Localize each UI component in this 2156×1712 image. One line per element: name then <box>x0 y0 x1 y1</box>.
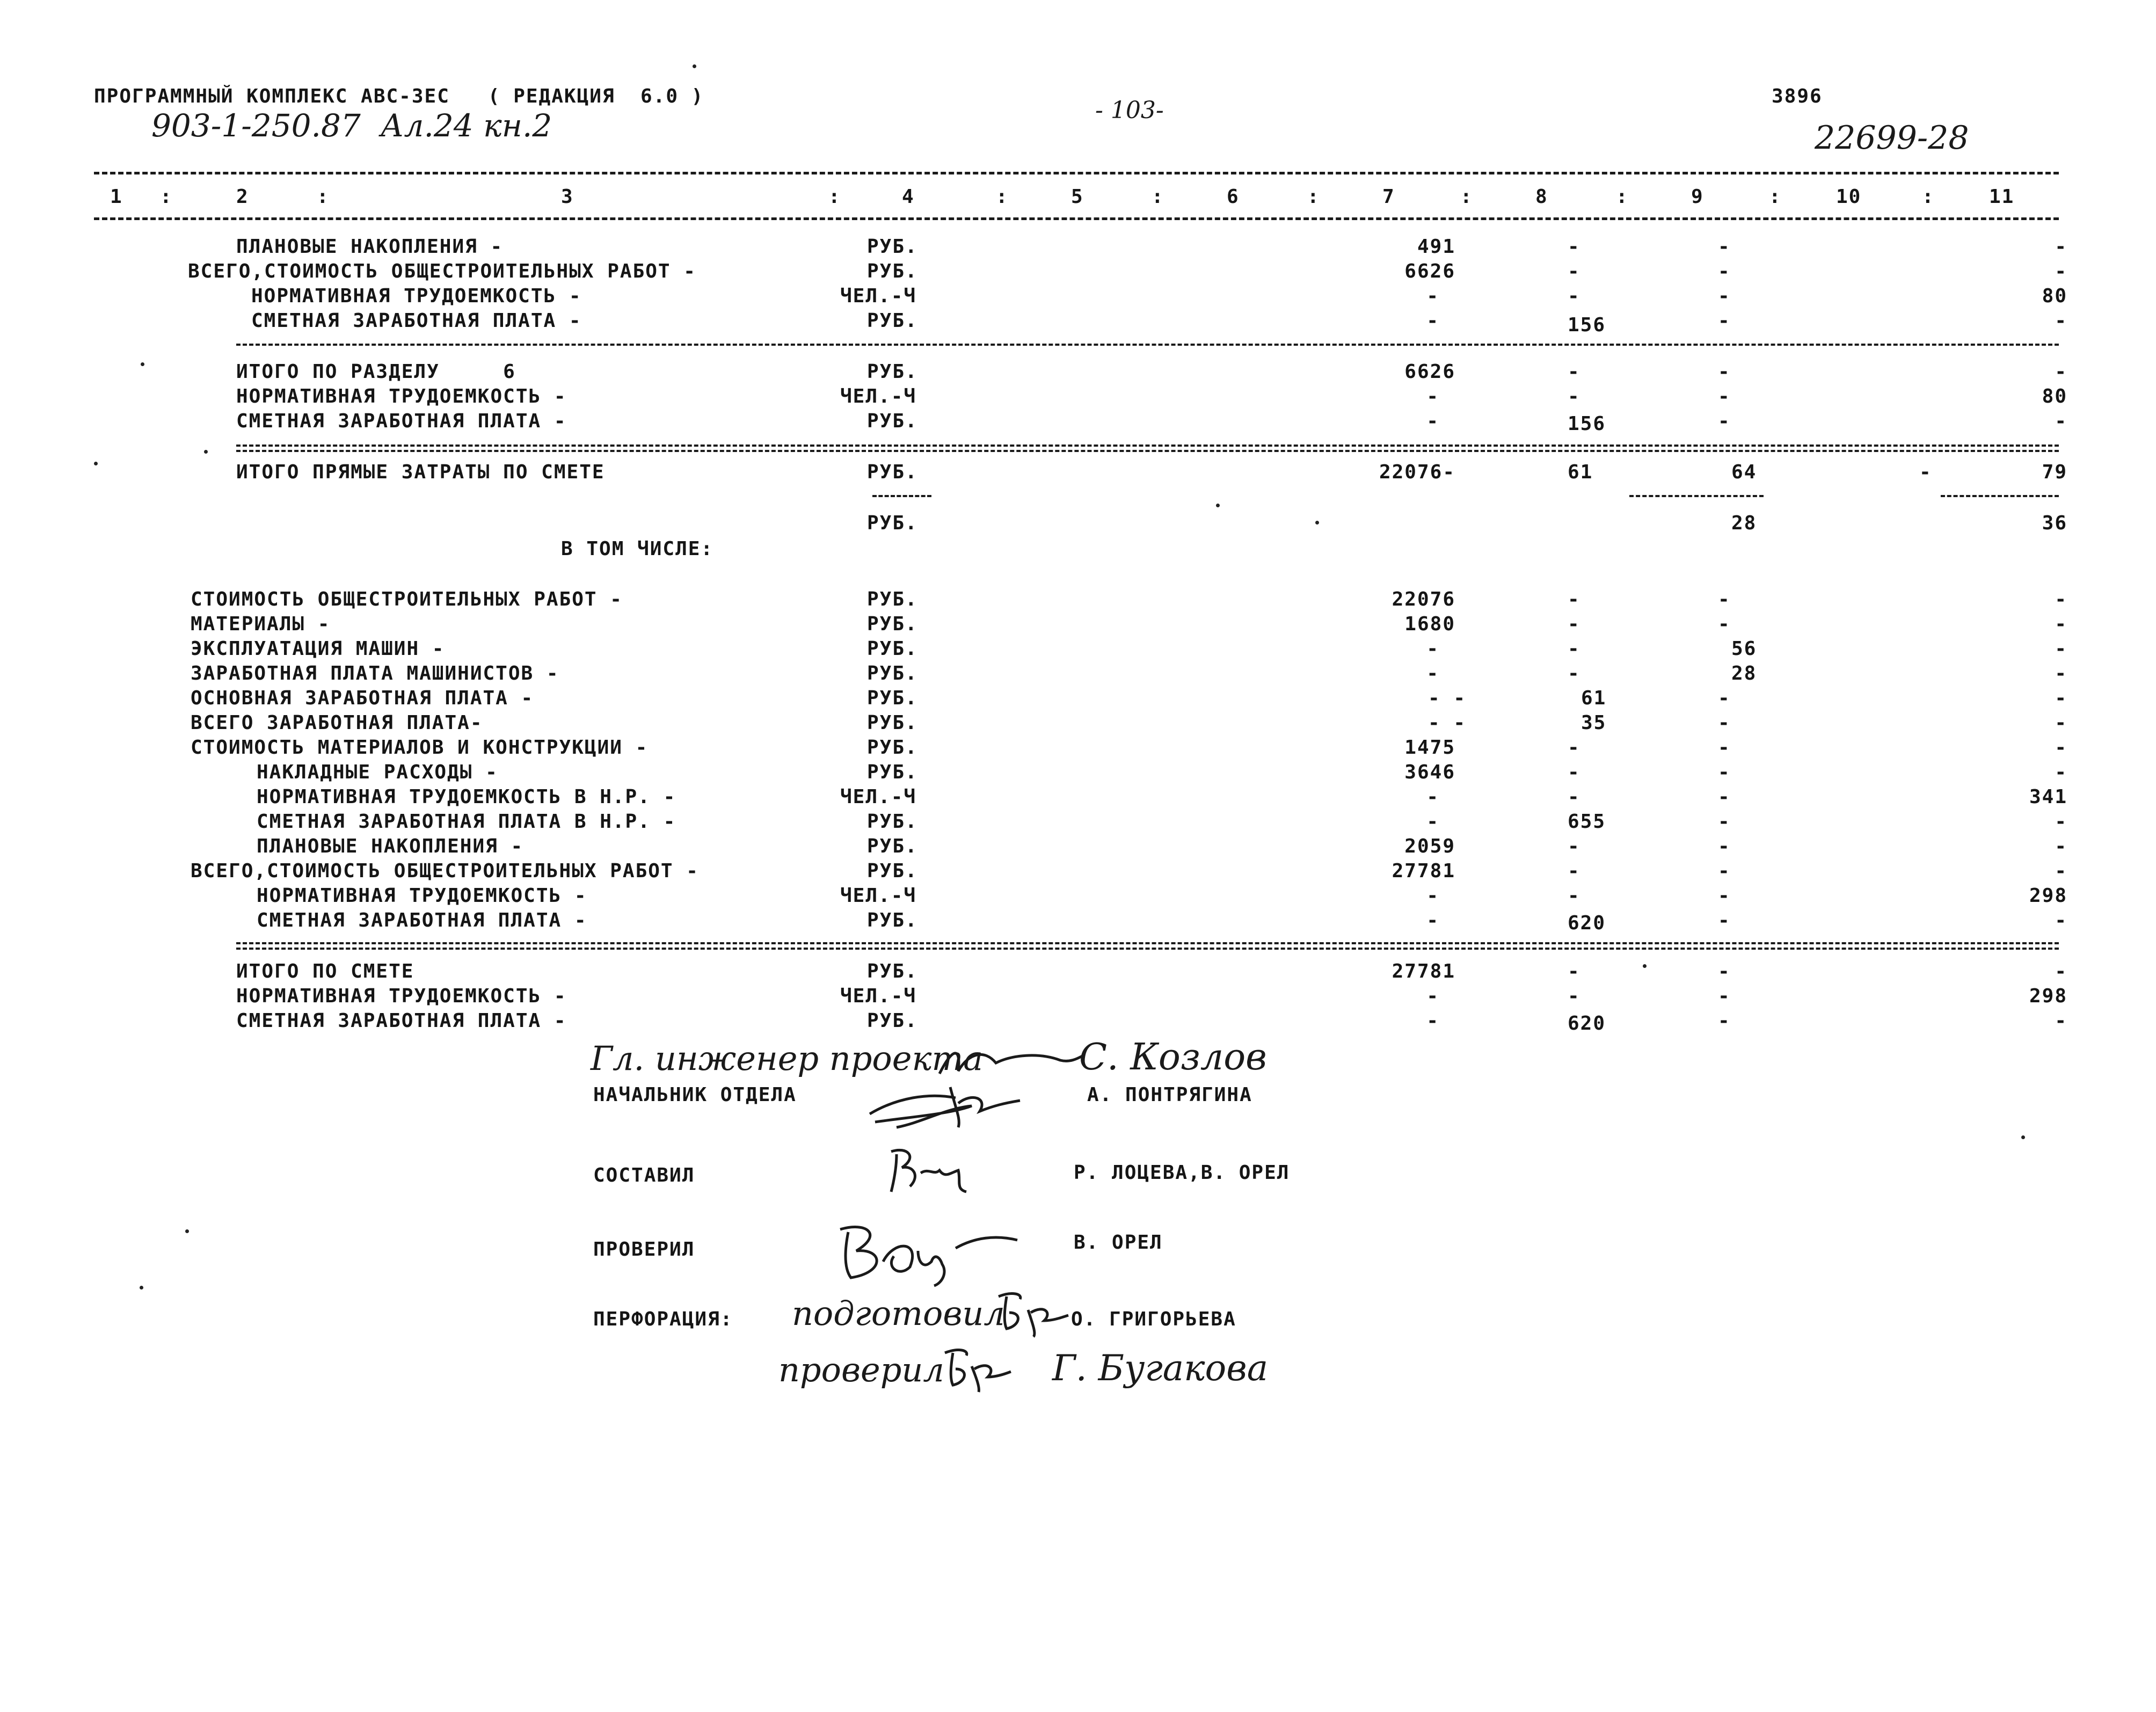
scan-speck <box>1643 964 1647 968</box>
cell-c7: 3646 <box>1404 761 1455 783</box>
cell-c11: - <box>2055 687 2067 709</box>
row-label: НАКЛАДНЫЕ РАСХОДЫ - <box>257 761 498 783</box>
cell-c11: - <box>2055 310 2067 332</box>
cell-c8: - <box>1568 588 1580 610</box>
row-label: ПЛАНОВЫЕ НАКОПЛЕНИЯ - <box>236 236 504 258</box>
col-sep: : <box>317 186 330 208</box>
cell-c8: - <box>1568 985 1580 1007</box>
cell-c7: 1475 <box>1404 737 1455 759</box>
cell-c11: - <box>2055 1010 2067 1032</box>
col-10: 10 <box>1836 186 1862 208</box>
cell-c7: - <box>1426 909 1439 931</box>
cell-c11: 298 <box>2029 885 2067 907</box>
cell-c9: 64 <box>1731 461 1757 483</box>
cell-c8: - <box>1568 285 1580 307</box>
cell-c7: 6626 <box>1404 361 1455 383</box>
cell-c9: - <box>1718 786 1731 808</box>
col-sep: : <box>1152 186 1164 208</box>
col-sep: : <box>828 186 841 208</box>
perforation-prepared-handwritten: подготовил <box>792 1294 1005 1333</box>
cell-c8: - <box>1568 385 1580 407</box>
cell-c10: - <box>1919 461 1932 483</box>
row-unit: РУБ. <box>867 835 918 857</box>
cell-c8: 620 <box>1568 1012 1606 1035</box>
cell-c11: - <box>2055 361 2067 383</box>
cell-c8: - <box>1568 236 1580 258</box>
row-unit: РУБ. <box>867 410 918 432</box>
row-label: ИТОГО ПРЯМЫЕ ЗАТРАТЫ ПО СМЕТЕ <box>236 461 605 483</box>
cell-c7: 1680 <box>1404 613 1455 635</box>
cell-c9: - <box>1718 236 1731 258</box>
row-unit: РУБ. <box>867 512 918 534</box>
cell-c7: 27781 <box>1392 860 1455 882</box>
row-unit: РУБ. <box>867 588 918 610</box>
program-line: ПРОГРАММНЫЙ КОМПЛЕКС АВС-3ЕС ( РЕДАКЦИЯ 6.0 ) <box>94 85 704 107</box>
cell-c9: - <box>1718 410 1731 432</box>
cell-c9: 28 <box>1731 512 1757 534</box>
checked-label: ПРОВЕРИЛ <box>593 1239 695 1261</box>
cell-c8: - <box>1568 737 1580 759</box>
col-5: 5 <box>1071 186 1084 208</box>
cell-c9: - <box>1718 985 1731 1007</box>
row-label: НОРМАТИВНАЯ ТРУДОЕМКОСТЬ - <box>251 285 582 307</box>
scan-speck <box>94 462 98 465</box>
cell-c7: - - <box>1427 712 1466 734</box>
cell-c8: - <box>1568 662 1580 684</box>
composed-names: Р. ЛОЦЕВА,В. ОРЕЛ <box>1074 1162 1290 1184</box>
cell-c9: - <box>1718 385 1731 407</box>
row-unit: РУБ. <box>867 236 918 258</box>
row-unit: РУБ. <box>867 860 918 882</box>
scan-speck <box>1216 504 1220 507</box>
handwritten-ref: 22699-28 <box>1815 119 1969 157</box>
cell-c9: - <box>1718 960 1731 982</box>
rule <box>236 344 2059 346</box>
col-4: 4 <box>902 186 915 208</box>
row-unit: РУБ. <box>867 909 918 931</box>
cell-c9: - <box>1718 712 1731 734</box>
perforation-label: ПЕРФОРАЦИЯ: <box>593 1308 733 1330</box>
rule <box>236 948 2059 950</box>
cell-c8: - <box>1568 761 1580 783</box>
code-right: 3896 <box>1772 85 1823 107</box>
handwritten-doc-code: 903-1-250.87 Ал.24 кн.2 <box>151 107 552 144</box>
chief-engineer-name-handwritten: С. Козлов <box>1079 1036 1267 1079</box>
cell-c11: 298 <box>2029 985 2067 1007</box>
row-unit: ЧЕЛ.-Ч <box>840 786 917 808</box>
cell-c11: - <box>2055 662 2067 684</box>
cell-c9: - <box>1718 909 1731 931</box>
cell-c9: - <box>1718 588 1731 610</box>
cell-c11: 80 <box>2042 285 2067 307</box>
row-label: ВСЕГО,СТОИМОСТЬ ОБЩЕСТРОИТЕЛЬНЫХ РАБОТ - <box>191 860 699 882</box>
cell-c8: - <box>1568 786 1580 808</box>
cell-c8: - <box>1568 835 1580 857</box>
cell-c8: 156 <box>1568 413 1606 435</box>
row-label: СТОИМОСТЬ МАТЕРИАЛОВ И КОНСТРУКЦИИ - <box>191 737 649 759</box>
cell-c8: 61 <box>1568 461 1593 483</box>
perforation-checked-handwritten: проверил <box>778 1350 944 1389</box>
rule <box>236 445 2059 447</box>
col-3: 3 <box>561 186 574 208</box>
cell-c9: - <box>1718 285 1731 307</box>
cell-c7: - <box>1426 310 1439 332</box>
col-sep: : <box>1460 186 1473 208</box>
cell-c7: 27781 <box>1392 960 1455 982</box>
row-label: ОСНОВНАЯ ЗАРАБОТНАЯ ПЛАТА - <box>191 687 534 709</box>
checked-name: В. ОРЕЛ <box>1074 1232 1163 1254</box>
cell-c7: - <box>1426 385 1439 407</box>
header-rule-top <box>94 172 2059 174</box>
cell-c11: 36 <box>2042 512 2067 534</box>
row-label: ЭКСПЛУАТАЦИЯ МАШИН - <box>191 638 445 660</box>
cell-c7: - <box>1426 1010 1439 1032</box>
cell-c9: - <box>1718 811 1731 833</box>
cell-c8: - <box>1568 860 1580 882</box>
row-unit: ЧЕЛ.-Ч <box>840 985 917 1007</box>
row-label: СТОИМОСТЬ ОБЩЕСТРОИТЕЛЬНЫХ РАБОТ - <box>191 588 623 610</box>
head-label: НАЧАЛЬНИК ОТДЕЛА <box>593 1084 797 1106</box>
row-label: ВСЕГО ЗАРАБОТНАЯ ПЛАТА- <box>191 712 483 734</box>
cell-c11: - <box>2055 712 2067 734</box>
cell-c8: - <box>1568 613 1580 635</box>
cell-c11: - <box>2055 638 2067 660</box>
row-label: ИТОГО ПО СМЕТЕ <box>236 960 414 982</box>
cell-c11: - <box>2055 260 2067 282</box>
perforation-checked-name-handwritten: Г. Бугакова <box>1052 1347 1269 1389</box>
row-unit: РУБ. <box>867 960 918 982</box>
cell-c7: 491 <box>1417 236 1455 258</box>
cell-c11: 341 <box>2029 786 2067 808</box>
cell-c9: - <box>1718 613 1731 635</box>
col-sep: : <box>1307 186 1320 208</box>
header-rule-bottom <box>94 217 2059 220</box>
col-1: 1 <box>110 186 123 208</box>
row-unit: РУБ. <box>867 310 918 332</box>
cell-c7: - <box>1426 885 1439 907</box>
col-sep: : <box>996 186 1009 208</box>
cell-c9: - <box>1718 835 1731 857</box>
including-heading: В ТОМ ЧИСЛЕ: <box>561 538 714 560</box>
cell-c11: - <box>2055 835 2067 857</box>
cell-c11: - <box>2055 737 2067 759</box>
rule <box>236 450 2059 452</box>
cell-c9: - <box>1718 260 1731 282</box>
row-unit: ЧЕЛ.-Ч <box>840 385 917 407</box>
cell-c9: - <box>1718 361 1731 383</box>
row-unit: РУБ. <box>867 737 918 759</box>
row-label: СМЕТНАЯ ЗАРАБОТНАЯ ПЛАТА - <box>257 909 587 931</box>
cell-c7: 22076- <box>1379 461 1455 483</box>
row-label: ИТОГО ПО РАЗДЕЛУ 6 <box>236 361 516 383</box>
cell-c11: - <box>2055 909 2067 931</box>
cell-c7: 6626 <box>1404 260 1455 282</box>
cell-c11: - <box>2055 588 2067 610</box>
row-unit: РУБ. <box>867 761 918 783</box>
cell-c8: - <box>1568 960 1580 982</box>
row-label: МАТЕРИАЛЫ - <box>191 613 331 635</box>
cell-c8: 35 <box>1581 712 1607 734</box>
chief-engineer-handwritten: Гл. инженер проекта <box>591 1039 984 1078</box>
col-sep: : <box>1922 186 1935 208</box>
cell-c11: - <box>2055 613 2067 635</box>
row-unit: РУБ. <box>867 712 918 734</box>
row-unit: РУБ. <box>867 361 918 383</box>
rule <box>872 495 931 497</box>
cell-c9: - <box>1718 1010 1731 1032</box>
cell-c11: - <box>2055 410 2067 432</box>
cell-c9: - <box>1718 687 1731 709</box>
col-2: 2 <box>236 186 249 208</box>
row-label: ЗАРАБОТНАЯ ПЛАТА МАШИНИСТОВ - <box>191 662 559 684</box>
col-sep: : <box>160 186 173 208</box>
rule <box>1941 495 2059 497</box>
row-label: СМЕТНАЯ ЗАРАБОТНАЯ ПЛАТА - <box>236 1010 567 1032</box>
row-unit: РУБ. <box>867 613 918 635</box>
row-label: НОРМАТИВНАЯ ТРУДОЕМКОСТЬ В Н.Р. - <box>257 786 676 808</box>
cell-c7: - <box>1426 410 1439 432</box>
row-label: СМЕТНАЯ ЗАРАБОТНАЯ ПЛАТА - <box>236 410 567 432</box>
row-unit: ЧЕЛ.-Ч <box>840 885 917 907</box>
cell-c7: 2059 <box>1404 835 1455 857</box>
row-label: ВСЕГО,СТОИМОСТЬ ОБЩЕСТРОИТЕЛЬНЫХ РАБОТ - <box>188 260 696 282</box>
col-9: 9 <box>1691 186 1704 208</box>
col-11: 11 <box>1989 186 2015 208</box>
row-label: СМЕТНАЯ ЗАРАБОТНАЯ ПЛАТА В Н.Р. - <box>257 811 676 833</box>
cell-c9: 56 <box>1731 638 1757 660</box>
row-unit: РУБ. <box>867 1010 918 1032</box>
cell-c8: 156 <box>1568 314 1606 336</box>
cell-c11: 79 <box>2042 461 2067 483</box>
cell-c9: 28 <box>1731 662 1757 684</box>
cell-c9: - <box>1718 885 1731 907</box>
cell-c8: 655 <box>1568 811 1606 833</box>
cell-c11: - <box>2055 860 2067 882</box>
cell-c11: - <box>2055 811 2067 833</box>
row-label: НОРМАТИВНАЯ ТРУДОЕМКОСТЬ - <box>236 985 567 1007</box>
row-unit: РУБ. <box>867 260 918 282</box>
row-label: НОРМАТИВНАЯ ТРУДОЕМКОСТЬ - <box>236 385 567 407</box>
cell-c7: - <box>1426 786 1439 808</box>
row-unit: РУБ. <box>867 638 918 660</box>
cell-c8: - <box>1568 885 1580 907</box>
page-number: - 103- <box>1095 97 1164 124</box>
scan-speck <box>1315 521 1319 524</box>
cell-c9: - <box>1718 761 1731 783</box>
col-8: 8 <box>1535 186 1548 208</box>
cell-c7: - <box>1426 662 1439 684</box>
cell-c7: - <box>1426 985 1439 1007</box>
cell-c8: - <box>1568 638 1580 660</box>
rule <box>1629 495 1764 497</box>
cell-c7: 22076 <box>1392 588 1455 610</box>
scan-speck <box>693 64 696 68</box>
cell-c11: - <box>2055 960 2067 982</box>
row-label: НОРМАТИВНАЯ ТРУДОЕМКОСТЬ - <box>257 885 587 907</box>
row-unit: РУБ. <box>867 811 918 833</box>
row-unit: РУБ. <box>867 687 918 709</box>
cell-c7: - - <box>1427 687 1466 709</box>
col-6: 6 <box>1227 186 1240 208</box>
cell-c7: - <box>1426 285 1439 307</box>
col-sep: : <box>1616 186 1629 208</box>
cell-c11: - <box>2055 236 2067 258</box>
row-label: СМЕТНАЯ ЗАРАБОТНАЯ ПЛАТА - <box>251 310 582 332</box>
row-unit: РУБ. <box>867 662 918 684</box>
scan-speck <box>140 1286 143 1290</box>
row-label: ПЛАНОВЫЕ НАКОПЛЕНИЯ - <box>257 835 524 857</box>
cell-c8: - <box>1568 361 1580 383</box>
scan-speck <box>2021 1135 2025 1139</box>
cell-c11: - <box>2055 761 2067 783</box>
cell-c9: - <box>1718 310 1731 332</box>
head-name: А. ПОНТРЯГИНА <box>1087 1084 1252 1106</box>
cell-c8: 61 <box>1581 687 1607 709</box>
cell-c9: - <box>1718 737 1731 759</box>
composed-label: СОСТАВИЛ <box>593 1164 695 1186</box>
scan-speck <box>141 362 144 366</box>
scan-speck <box>204 450 208 454</box>
cell-c8: 620 <box>1568 912 1606 934</box>
scan-speck <box>185 1229 189 1233</box>
cell-c8: - <box>1568 260 1580 282</box>
cell-c9: - <box>1718 860 1731 882</box>
col-7: 7 <box>1382 186 1395 208</box>
row-unit: ЧЕЛ.-Ч <box>840 285 917 307</box>
cell-c11: 80 <box>2042 385 2067 407</box>
cell-c7: - <box>1426 811 1439 833</box>
rule <box>236 942 2059 944</box>
col-sep: : <box>1769 186 1782 208</box>
cell-c7: - <box>1426 638 1439 660</box>
perforation-prepared-name: О. ГРИГОРЬЕВА <box>1071 1308 1236 1330</box>
row-unit: РУБ. <box>867 461 918 483</box>
